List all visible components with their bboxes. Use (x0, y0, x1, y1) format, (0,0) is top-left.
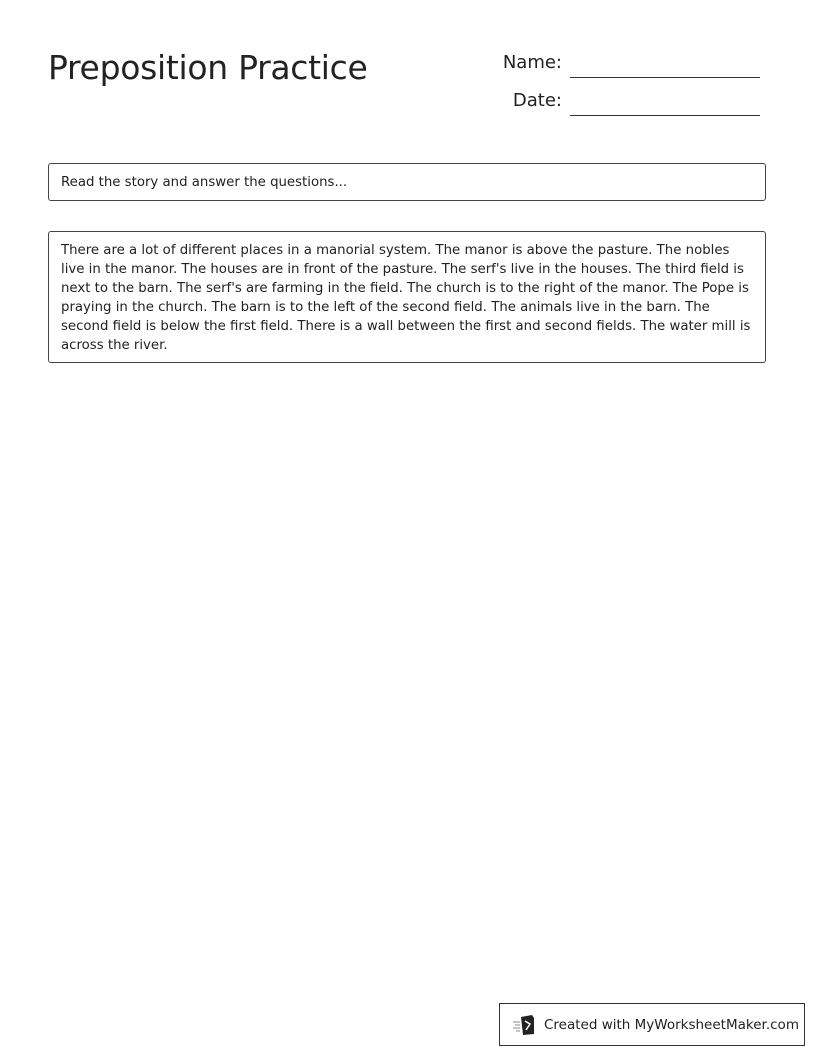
instructions-box (48, 163, 766, 201)
name-label: Name: (502, 52, 562, 73)
page-title: Preposition Practice (48, 48, 368, 87)
footer-credit[interactable] (499, 1003, 805, 1046)
date-input-line[interactable] (570, 115, 760, 116)
footer-credit-text: Created with MyWorksheetMaker.com (544, 1016, 799, 1033)
date-field (492, 90, 760, 112)
instructions-text: Read the story and answer the questions... (61, 175, 348, 190)
worksheet-maker-logo-icon (512, 1014, 538, 1036)
name-input-line[interactable] (570, 77, 760, 78)
story-text: There are a lot of different places in a manorial system. The manor is above the pasture. The nobles live in the manor. The houses are in front of the pasture. The serf's live in the houses. The third field is next to the barn. The serf's are farming in the field. The church is to the right of the manor. The Pope is praying in the church. The barn is to the left of the second field. The animals live in the barn. The second field is below the first field. There is a wall between the first and second fields. The water mill is across the river. (61, 243, 751, 353)
name-field (492, 52, 760, 74)
date-label: Date: (512, 90, 562, 111)
story-box (48, 231, 766, 363)
